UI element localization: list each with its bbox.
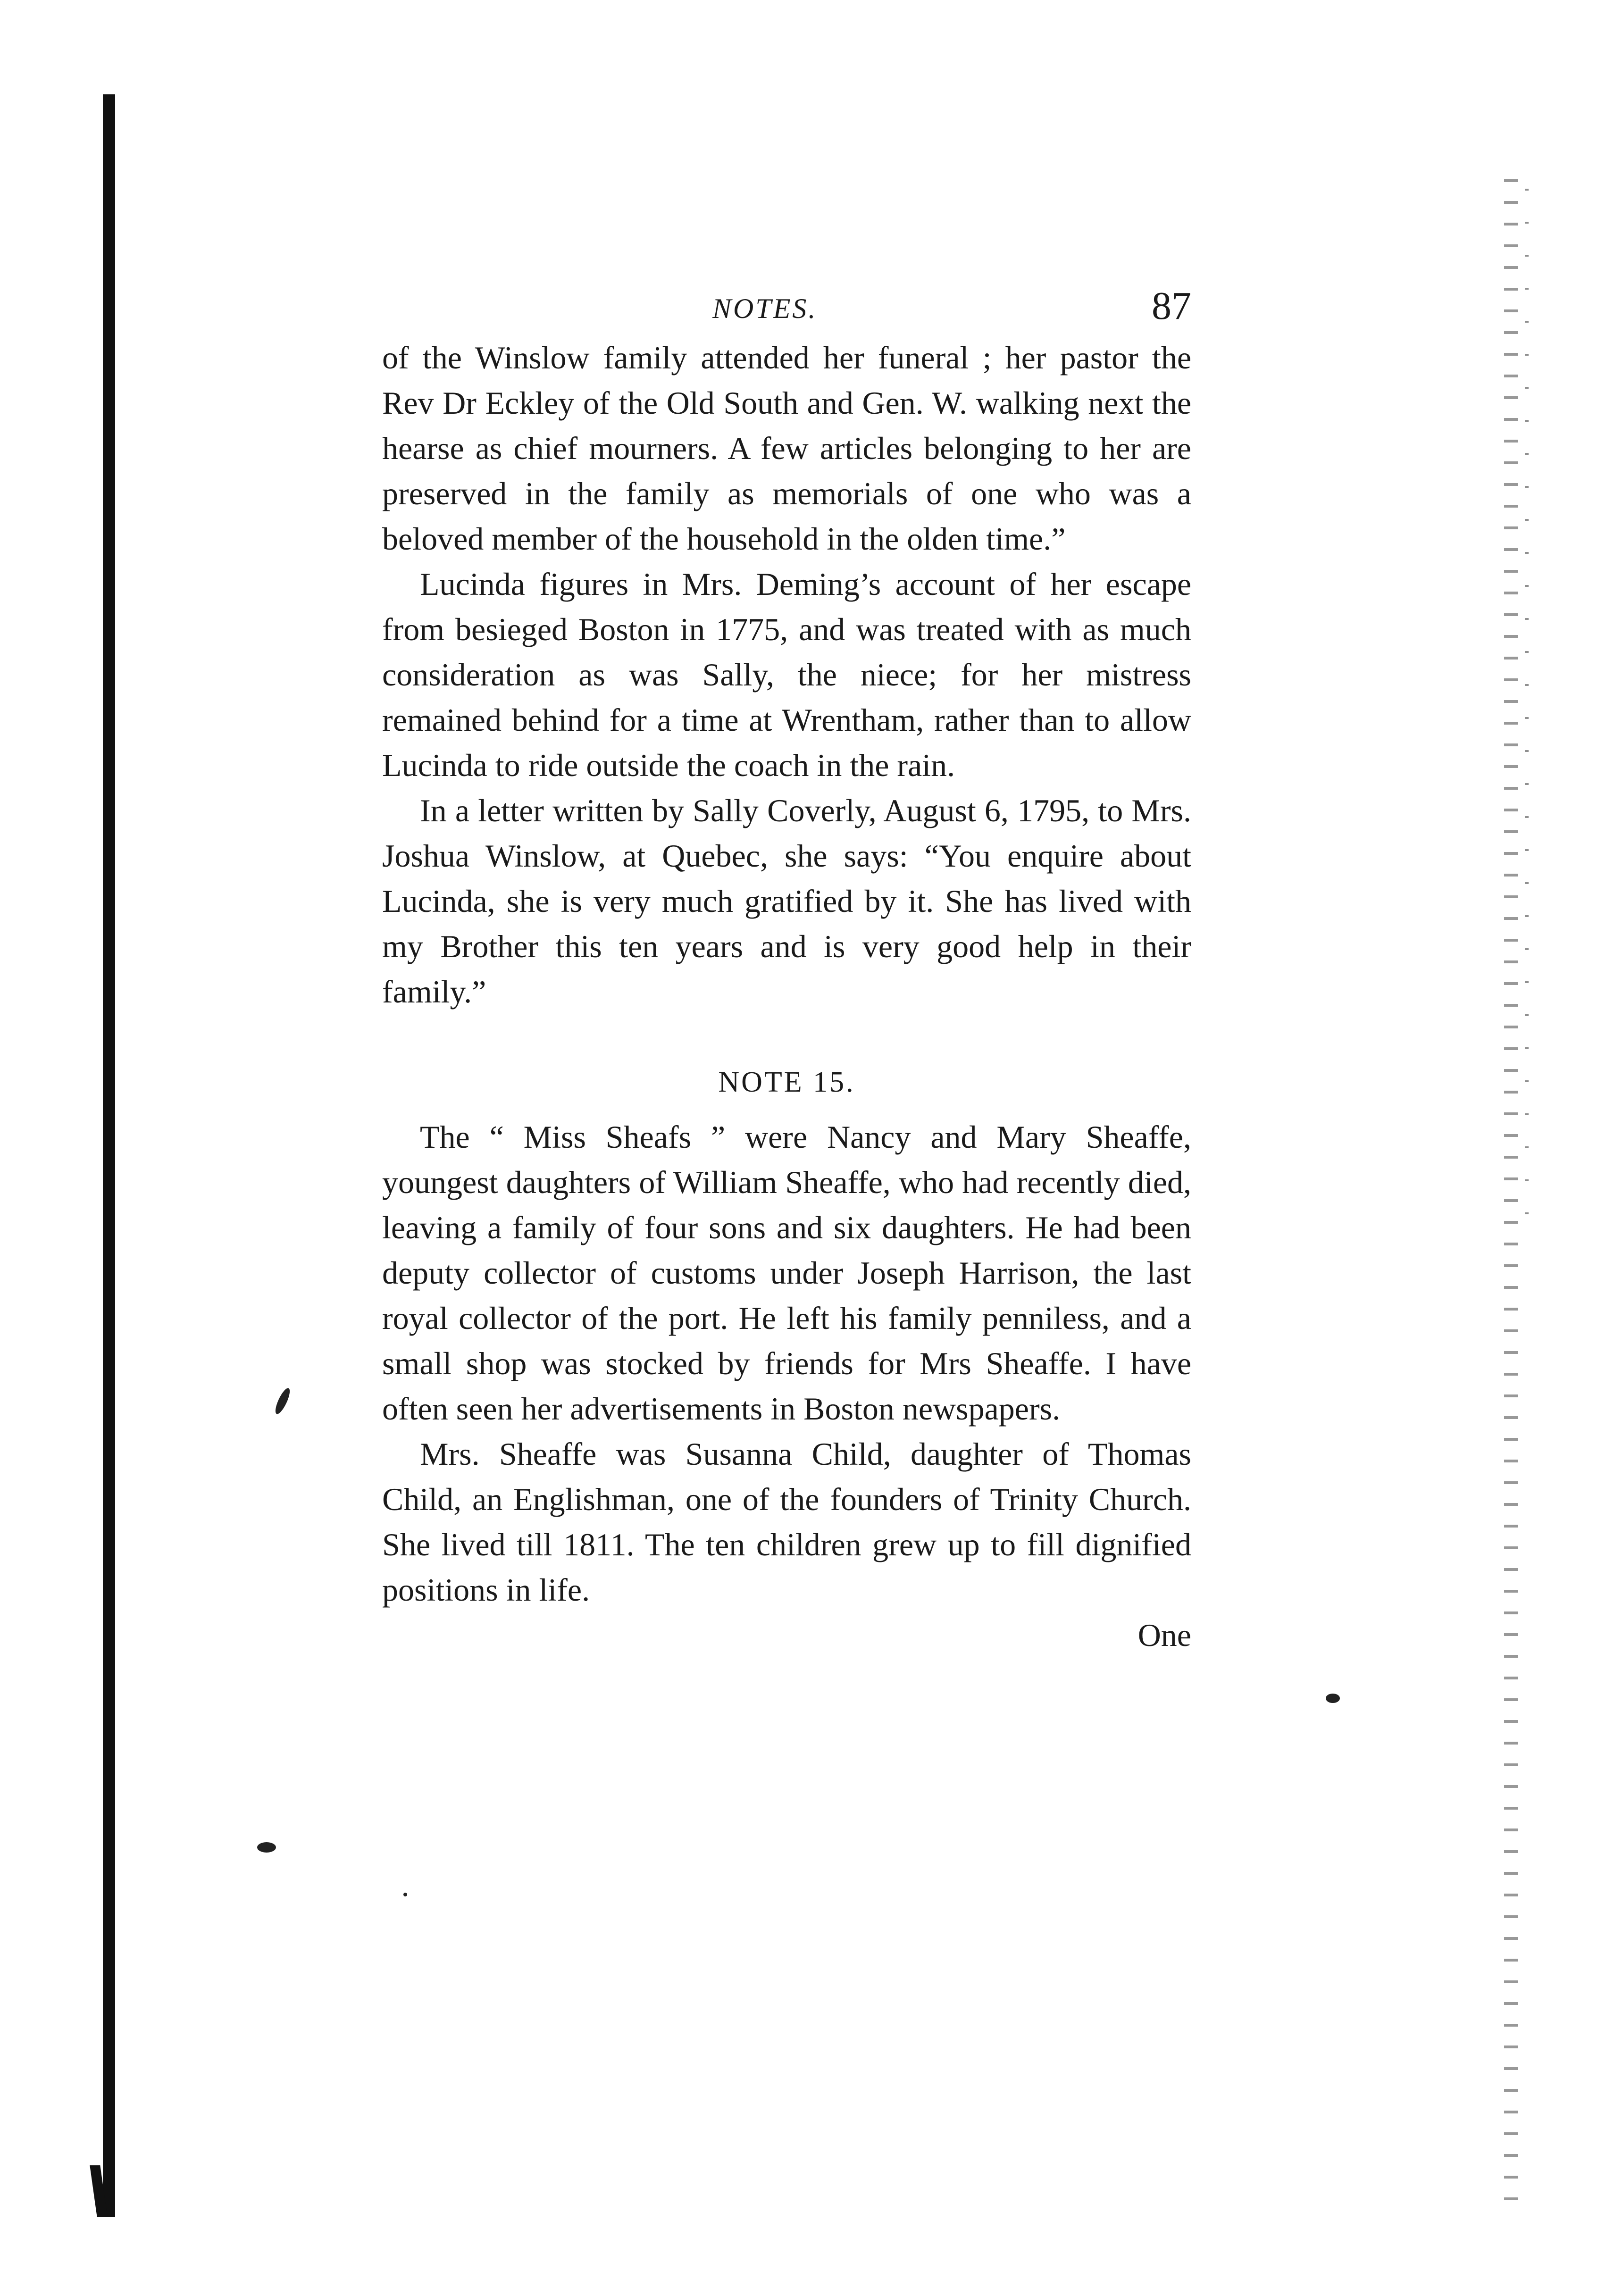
ink-speck <box>257 1842 276 1853</box>
ink-speck <box>1326 1694 1340 1703</box>
paragraph-miss-sheafs: The “ Miss Sheafs ” were Nancy and Mary Sheaffe, youngest daughters of William Sheaffe, who had recently died, leaving a family of four sons and six daughters. He had been deputy collector of customs under Joseph Harrison, the last royal collector of the port. He left his family penniless, and a small shop was stocked by friends for Mrs Sheaffe. I have often seen her advertisements in Boston newspapers. <box>382 1119 1191 1427</box>
running-title: NOTES. <box>712 293 818 324</box>
ink-speck <box>403 1893 407 1896</box>
page-number: 87 <box>1152 284 1191 328</box>
note-heading: NOTE 15. <box>718 1066 855 1098</box>
page-text-block <box>382 283 1191 1658</box>
paragraph-coverly-letter: In a letter written by Sally Coverly, August 6, 1795, to Mrs. Joshua Winslow, at Quebec, she says: “You enquire about Lucinda, she is very much gratified by it. She has lived with my Brother this ten years and is very good help in their family.” <box>382 793 1191 1010</box>
catchword: One <box>1137 1617 1191 1653</box>
page-edge-speckles-secondary <box>1525 189 1529 1227</box>
paragraph-continuation: of the Winslow family attended her funeral ; her pastor the Rev Dr Eckley of the Old South and Gen. W. walking next the hearse as chief mourners. A few articles belonging to her are preserved in the family as memorials of one who was a beloved member of the household in the olden time.” <box>382 340 1191 557</box>
page-edge-speckles <box>1504 179 1518 2208</box>
ink-speck <box>273 1386 293 1416</box>
binding-edge-line <box>103 94 115 2217</box>
paragraph-lucinda-escape: Lucinda figures in Mrs. Deming’s account of her escape from besieged Boston in 1775, and was treated with as much consideration as was Sally, the niece; for her mistress remained behind for a time at Wrentham, rather than to allow Lucinda to ride outside the coach in the rain. <box>382 566 1191 783</box>
running-head <box>382 283 1191 335</box>
paragraph-mrs-sheaffe: Mrs. Sheaffe was Susanna Child, daughter of Thomas Child, an Englishman, one of the founders of Trinity Church. She lived till 1811. The ten children grew up to fill dignified positions in life. <box>382 1436 1191 1608</box>
